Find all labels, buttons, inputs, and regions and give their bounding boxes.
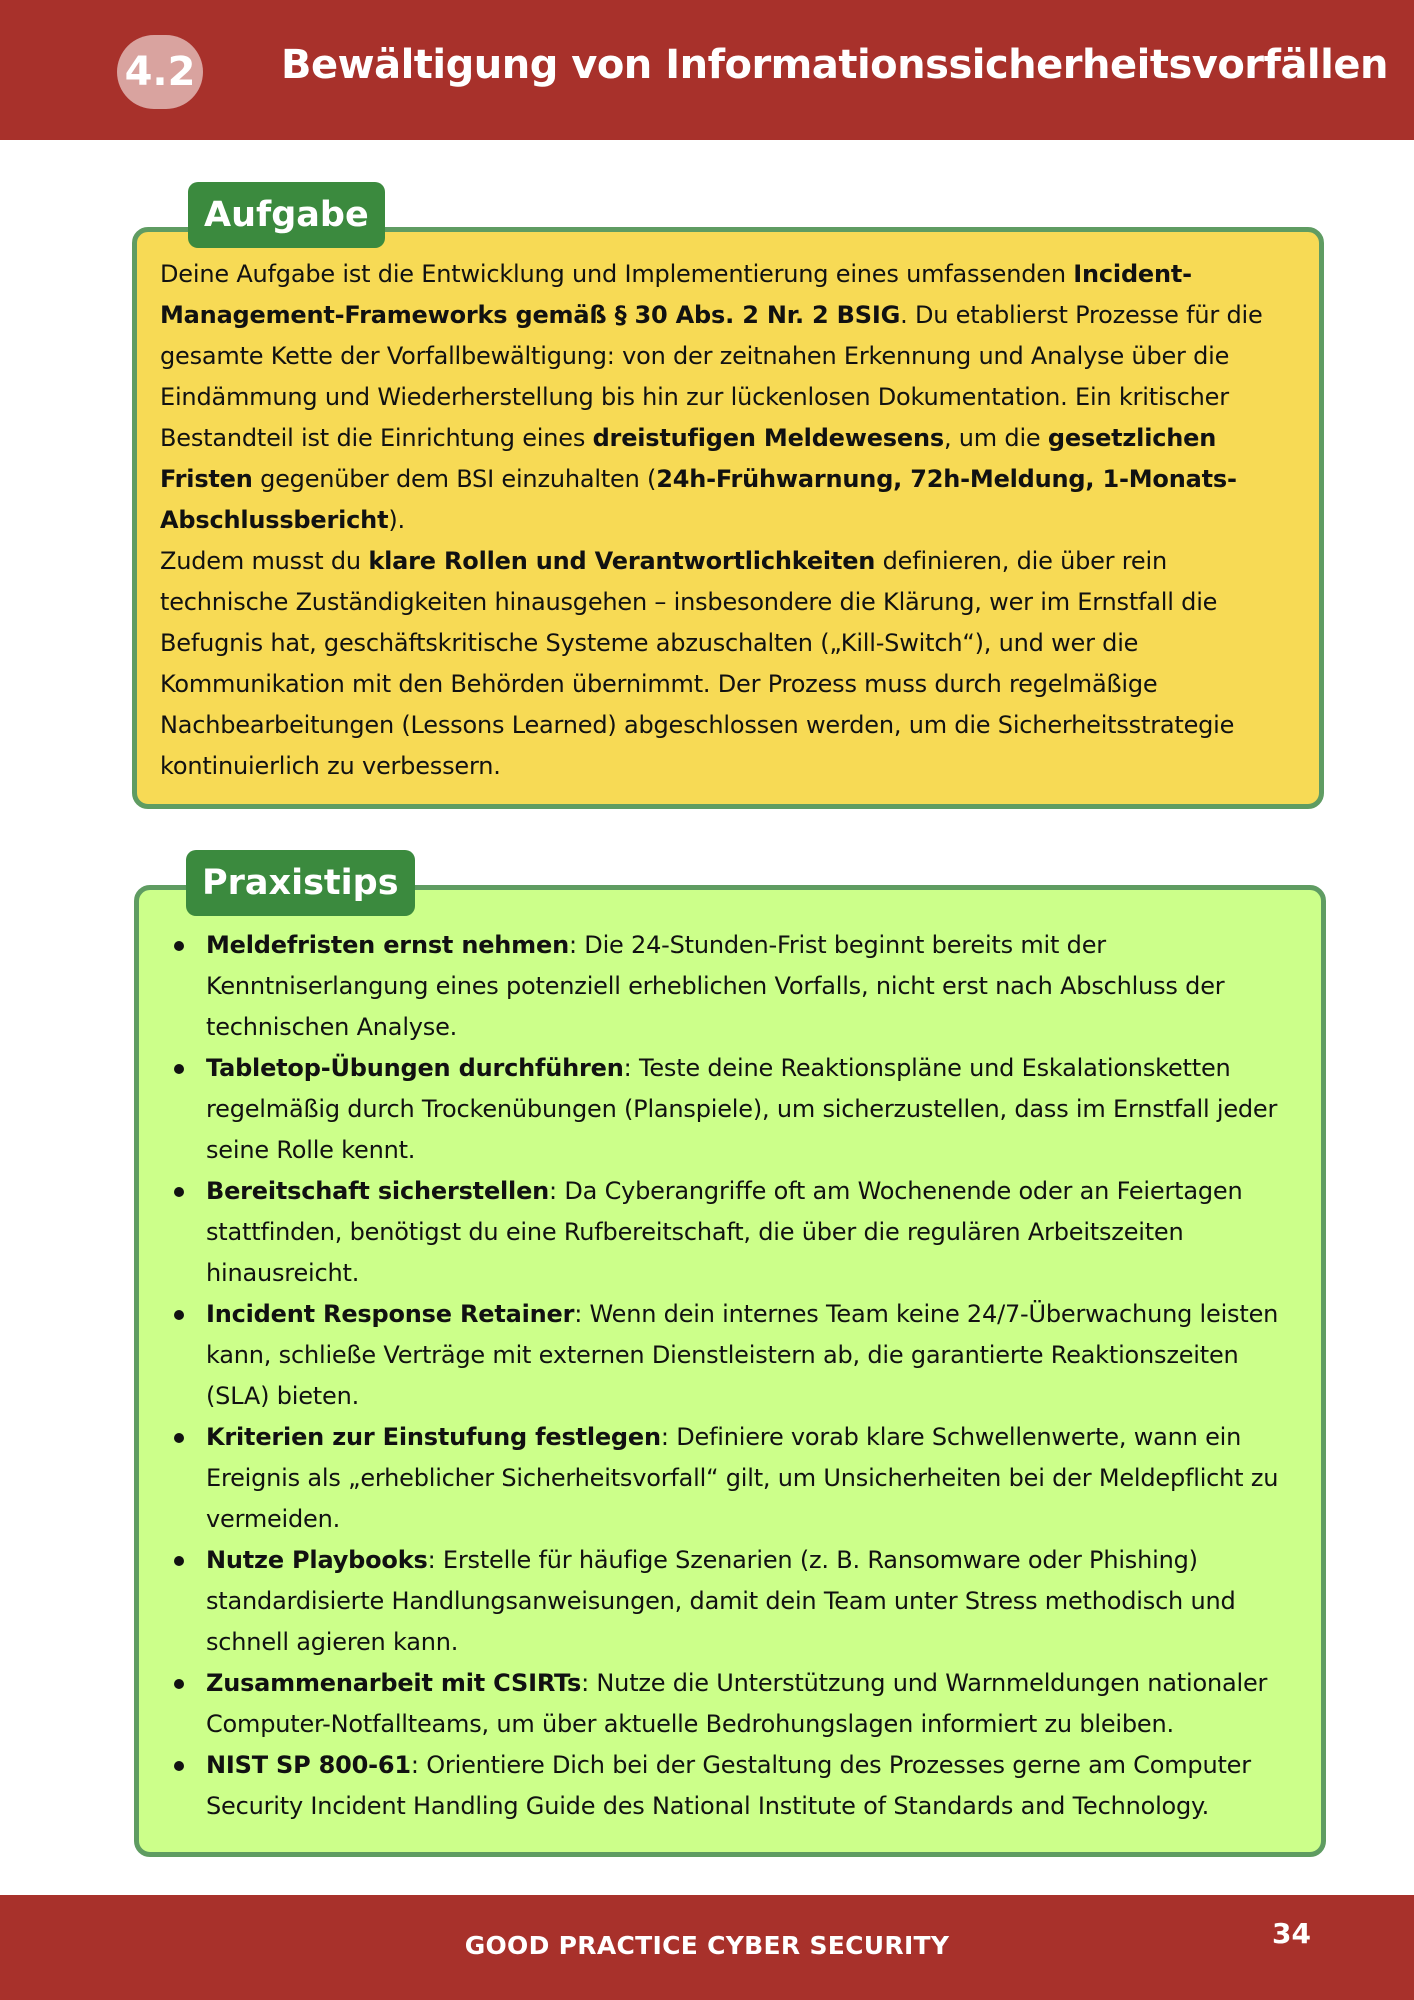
tip-item bbox=[166, 1745, 1302, 1827]
tip-title: NIST SP 800-61 bbox=[206, 1751, 411, 1779]
page-number: 34 bbox=[1272, 1917, 1311, 1950]
tip-item bbox=[166, 1048, 1302, 1171]
bullet-icon bbox=[174, 1556, 184, 1566]
praxistips-heading: Praxistips bbox=[186, 850, 415, 916]
bullet-icon bbox=[174, 1064, 184, 1074]
bullet-icon bbox=[174, 1679, 184, 1689]
bullet-icon bbox=[174, 1310, 184, 1320]
tip-title: Nutze Playbooks bbox=[206, 1546, 428, 1574]
body-text: , um die bbox=[943, 424, 1048, 452]
tip-title: Meldefristen ernst nehmen bbox=[206, 931, 569, 959]
aufgabe-paragraph bbox=[160, 541, 1296, 787]
tip-item bbox=[166, 1171, 1302, 1294]
body-text: . Du etablierst Prozesse für die gesamte Kette der Vorfallbewältigung: von der zeitnahen Erkennung und Analyse über die Eindämmung und Wiederherstellung bis hin zur lückenlosen Dokumentation. Ein kritischer Bestandteil ist die Einrichtung eines bbox=[160, 301, 1263, 452]
body-text: Deine Aufgabe ist die Entwicklung und Implementierung eines umfassenden bbox=[160, 260, 1074, 288]
emphasis-text: dreistufigen Meldewesens bbox=[592, 424, 944, 452]
aufgabe-heading: Aufgabe bbox=[188, 182, 385, 248]
bullet-icon bbox=[174, 1187, 184, 1197]
emphasis-text: Incident-Management-Frameworks gemäß § 30 Abs. 2 Nr. 2 BSIG bbox=[160, 260, 1192, 329]
bullet-icon bbox=[174, 941, 184, 951]
aufgabe-paragraph bbox=[160, 254, 1296, 541]
footer-title: GOOD PRACTICE CYBER SECURITY bbox=[464, 1931, 950, 1960]
emphasis-text: klare Rollen und Verantwortlichkeiten bbox=[368, 547, 876, 575]
page-title: Bewältigung von Informationssicherheitsvorfällen bbox=[281, 42, 1388, 88]
body-text: gegenüber dem BSI einzuhalten ( bbox=[252, 465, 657, 493]
tip-text: : Wenn dein internes Team keine 24/7-Überwachung leisten kann, schließe Verträge mit externen Dienstleistern ab, die garantierte Reaktionszeiten (SLA) bieten. bbox=[206, 1300, 1279, 1410]
praxistips-list bbox=[166, 925, 1302, 1827]
page-footer bbox=[0, 1895, 1414, 2000]
aufgabe-text bbox=[160, 254, 1296, 787]
tip-text: : Definiere vorab klare Schwellenwerte, wann ein Ereignis als „erheblicher Sicherheitsvorfall“ gilt, um Unsicherheiten bei der Meldepflicht zu vermeiden. bbox=[206, 1423, 1279, 1533]
tip-title: Kriterien zur Einstufung festlegen bbox=[206, 1423, 661, 1451]
tip-title: Bereitschaft sicherstellen bbox=[206, 1177, 550, 1205]
emphasis-text: 24h-Frühwarnung, 72h-Meldung, 1-Monats-Abschlussbericht bbox=[160, 465, 1237, 534]
bullet-icon bbox=[174, 1761, 184, 1771]
body-text: Zudem musst du bbox=[160, 547, 369, 575]
emphasis-text: gesetzlichen Fristen bbox=[160, 424, 1217, 493]
tip-text: : Nutze die Unterstützung und Warnmeldungen nationaler Computer-Notfallteams, um über aktuelle Bedrohungslagen informiert zu bleiben. bbox=[206, 1669, 1268, 1738]
tip-item bbox=[166, 1540, 1302, 1663]
tip-title: Incident Response Retainer bbox=[206, 1300, 575, 1328]
tip-text: : Da Cyberangriffe oft am Wochenende oder an Feiertagen stattfinden, benötigst du eine Rufbereitschaft, die über die regulären Arbeitszeiten hinausreicht. bbox=[206, 1177, 1243, 1287]
tip-title: Tabletop-Übungen durchführen bbox=[206, 1054, 624, 1082]
body-text: ). bbox=[388, 506, 405, 534]
tip-text: : Erstelle für häufige Szenarien (z. B. Ransomware oder Phishing) standardisierte Handlungsanweisungen, damit dein Team unter Stress methodisch und schnell agieren kann. bbox=[206, 1546, 1236, 1656]
tip-text: : Die 24-Stunden-Frist beginnt bereits mit der Kenntniserlangung eines potenziell erheblichen Vorfalls, nicht erst nach Abschluss der technischen Analyse. bbox=[206, 931, 1225, 1041]
section-number-badge: 4.2 bbox=[117, 35, 203, 109]
tip-title: Zusammenarbeit mit CSIRTs bbox=[206, 1669, 582, 1697]
page-header bbox=[0, 0, 1414, 140]
tip-item bbox=[166, 1417, 1302, 1540]
tip-text: : Teste deine Reaktionspläne und Eskalationsketten regelmäßig durch Trockenübungen (Planspiele), um sicherzustellen, dass im Ernstfall jeder seine Rolle kennt. bbox=[206, 1054, 1278, 1164]
tip-item bbox=[166, 1663, 1302, 1745]
bullet-icon bbox=[174, 1433, 184, 1443]
tip-text: : Orientiere Dich bei der Gestaltung des Prozesses gerne am Computer Security Incident Handling Guide des National Institute of Standards and Technology. bbox=[206, 1751, 1251, 1820]
body-text: definieren, die über rein technische Zuständigkeiten hinausgehen – insbesondere die Klärung, wer im Ernstfall die Befugnis hat, geschäftskritische Systeme abzuschalten („Kill-Switch“), und wer die Kommunikation mit den Behörden übernimmt. Der Prozess muss durch regelmäßige Nachbearbeitungen (Lessons Learned) abgeschlossen werden, um die Sicherheitsstrategie kontinuierlich zu verbessern. bbox=[160, 547, 1235, 780]
tip-item bbox=[166, 925, 1302, 1048]
tip-item bbox=[166, 1294, 1302, 1417]
